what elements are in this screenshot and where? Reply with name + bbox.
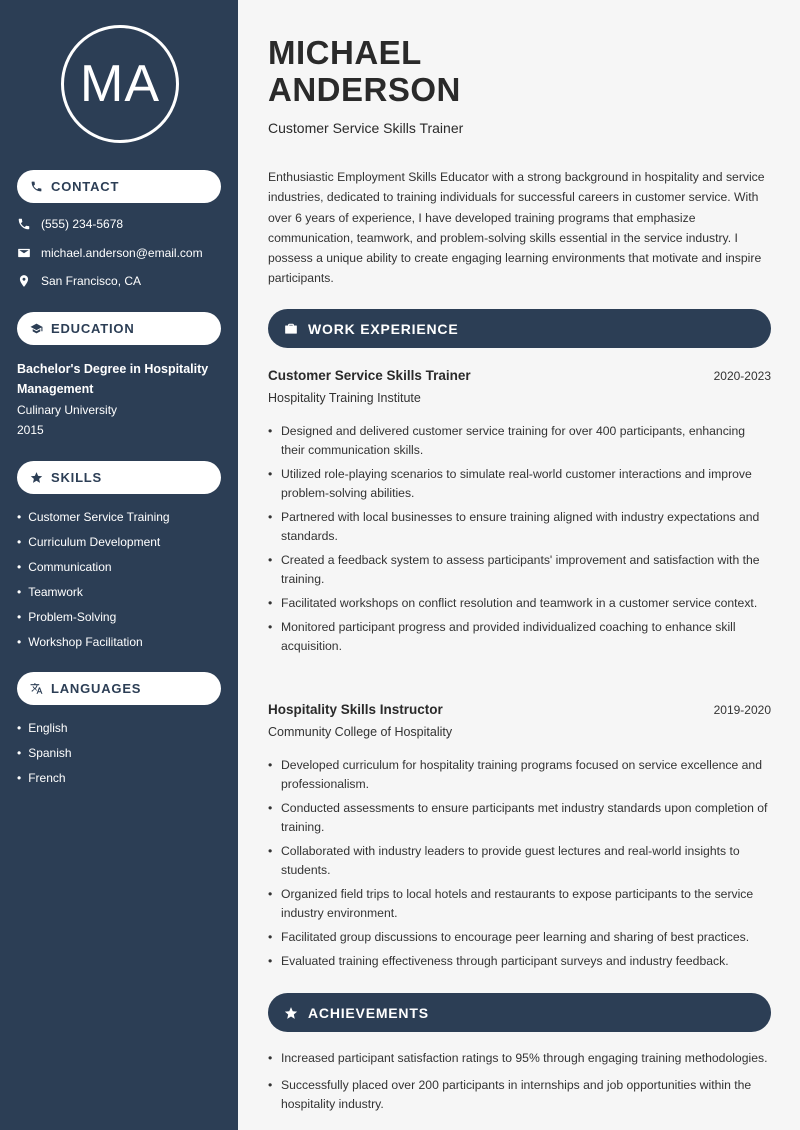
work-experience-heading [268,309,771,348]
briefcase-icon [284,322,298,336]
job-bullet: • Facilitated group discussions to encourage peer learning and sharing of best practices. [268,928,771,947]
phone-text: (555) 234-5678 [41,217,124,231]
translate-icon [30,682,43,695]
contact-heading [17,170,221,203]
contact-heading-label: CONTACT [51,179,120,194]
achievements-list [268,1049,771,1119]
star-icon [30,471,43,484]
job-role: Hospitality Skills Instructor [268,702,443,717]
languages-list [17,719,72,794]
email-text: michael.anderson@email.com [41,246,203,260]
job-bullet: • Partnered with local businesses to ensure training aligned with industry expectations and standards. [268,508,771,546]
education-heading-label: EDUCATION [51,321,135,336]
contact-phone[interactable] [17,217,123,231]
achievement-item: • Increased participant satisfaction ratings to 95% through engaging training methodologies. [268,1049,771,1068]
skill-item: • Problem-Solving [17,608,170,633]
job-bullets [268,422,771,656]
phone-icon [30,180,43,193]
job-bullet: • Facilitated workshops on conflict resolution and teamwork in a customer service context. [268,594,771,613]
main-content [238,0,800,1130]
star-icon [284,1006,298,1020]
language-item: • English [17,719,72,744]
languages-heading-label: LANGUAGES [51,681,142,696]
sidebar [0,0,238,1130]
phone-icon [17,217,31,231]
envelope-icon [17,246,31,260]
job-dates: 2019-2020 [713,703,771,717]
contact-location [17,274,141,288]
profile-summary: Enthusiastic Employment Skills Educator with a strong background in hospitality and service industries, dedicated to training individuals for successful careers in customer service. With over 6 years of experience, I have developed training programs that emphasize communication, teamwork, and problem-solving skills essential in the service industry. I possess a unique ability to create engaging learning environments that motivate and inspire participants. [268,170,765,286]
job-organization: Community College of Hospitality [268,725,453,739]
skill-item: • Teamwork [17,583,170,608]
job-entry [268,368,771,661]
job-bullet: • Developed curriculum for hospitality training programs focused on service excellence and professionalism. [268,756,771,794]
graduation-cap-icon [30,322,43,335]
skill-item: • Workshop Facilitation [17,633,170,658]
job-organization: Hospitality Training Institute [268,391,421,405]
education-school: Culinary University [17,403,118,417]
first-name: MICHAEL [268,34,422,71]
education-degree: Bachelor's Degree in Hospitality Management [17,362,209,396]
job-bullet: • Organized field trips to local hotels and restaurants to expose participants to the service industry environment. [268,885,771,923]
education-heading [17,312,221,345]
achievement-item: • Successfully placed over 200 participants in internships and job opportunities within the hospitality industry. [268,1076,771,1114]
profile-title: Customer Service Skills Trainer [268,120,464,136]
work-experience-heading-label: WORK EXPERIENCE [308,320,459,337]
achievements-heading-label: ACHIEVEMENTS [308,1004,429,1021]
job-entry [268,702,771,976]
achievements-heading [268,993,771,1032]
skills-heading [17,461,221,494]
languages-heading [17,672,221,705]
location-text: San Francisco, CA [41,274,142,288]
skills-heading-label: SKILLS [51,470,103,485]
full-name [268,34,461,108]
map-pin-icon [17,274,31,288]
job-bullet: • Monitored participant progress and provided individualized coaching to enhance skill acquisition. [268,618,771,656]
job-role: Customer Service Skills Trainer [268,368,471,383]
job-bullet: • Evaluated training effectiveness through participant surveys and industry feedback. [268,952,771,971]
language-item: • Spanish [17,744,72,769]
job-bullet: • Collaborated with industry leaders to provide guest lectures and real-world insights to students. [268,842,771,880]
job-bullets [268,756,771,971]
education-year: 2015 [17,423,44,437]
skill-item: • Communication [17,558,170,583]
contact-email[interactable] [17,246,203,260]
last-name: ANDERSON [268,71,461,108]
job-bullet: • Utilized role-playing scenarios to simulate real-world customer interactions and improve problem-solving abilities. [268,465,771,503]
job-bullet: • Designed and delivered customer service training for over 400 participants, enhancing their communication skills. [268,422,771,460]
job-dates: 2020-2023 [713,369,771,383]
skill-item: • Curriculum Development [17,533,170,558]
skill-item: • Customer Service Training [17,508,170,533]
language-item: • French [17,769,72,794]
job-bullet: • Conducted assessments to ensure participants met industry standards upon completion of training. [268,799,771,837]
job-bullet: • Created a feedback system to assess participants' improvement and satisfaction with the training. [268,551,771,589]
avatar-initials: MA [61,25,179,143]
skills-list [17,508,170,658]
